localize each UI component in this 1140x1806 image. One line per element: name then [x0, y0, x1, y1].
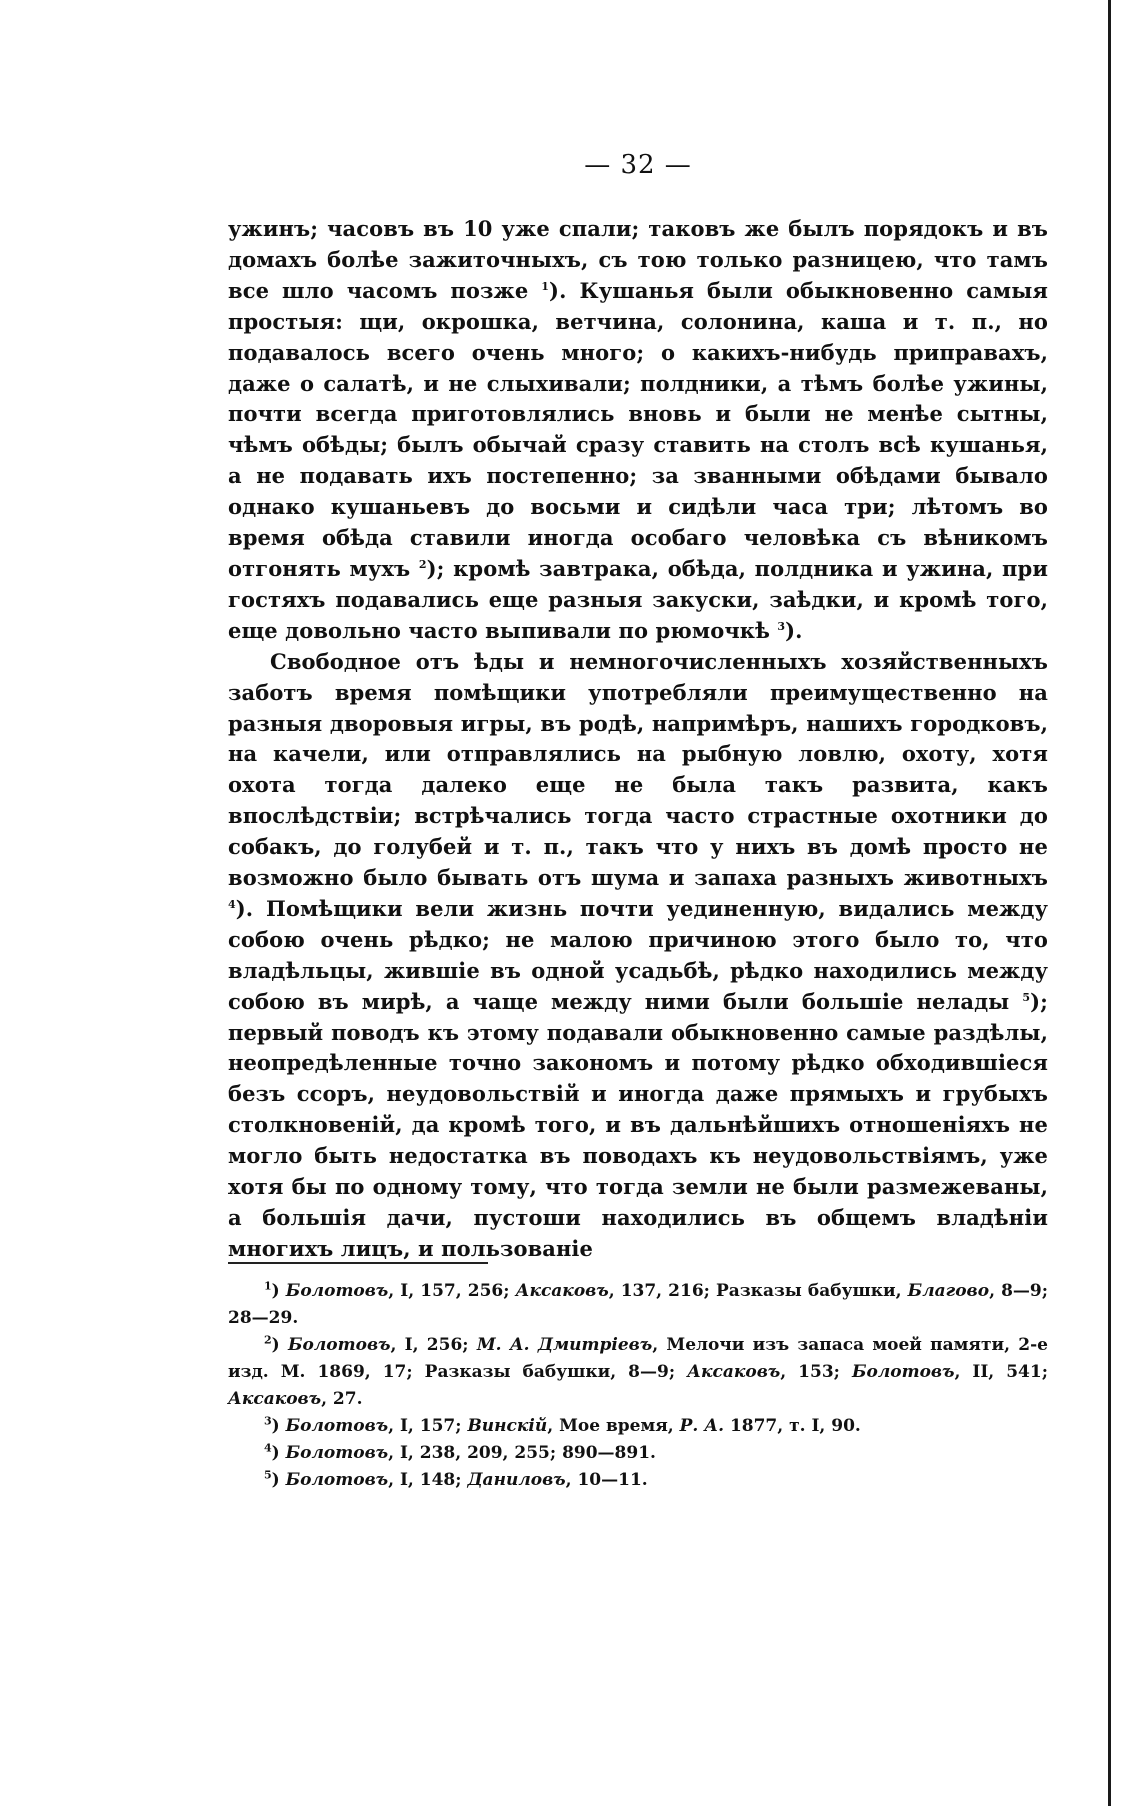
paragraph: [228, 647, 1048, 1265]
text-run: Свободное отъ ѣды и немногочисленныхъ хозяйственныхъ заботъ время помѣщики употребляли преимущественно на разныя дворовыя игры, въ родѣ, напримѣръ, нашихъ городковъ, на качели, или отправлялись на рыбную ловлю, охоту, хотя охота тогда далеко еще не была такъ развита, какъ впослѣдствіи; встрѣчались тогда часто страстные охотники до собакъ, до голубей и т. п., такъ что у нихъ въ домѣ просто не возможно было бывать отъ шума и запаха разныхъ животныхъ: [228, 648, 1048, 891]
text-run: ). Кушанья были обыкновенно самыя простыя: щи, окрошка, ветчина, солонина, каша и т. п., но подавалось всего очень много; о какихъ-нибудь приправахъ, даже о салатѣ, и не слыхивали; полдники, а тѣмъ болѣе ужины, почти всегда приготовлялись вновь и были не менѣе сытны, чѣмъ обѣды; былъ обычай сразу ставить на столъ всѣ кушанья, а не подавать ихъ постепенно; за званными обѣдами бывало однако кушаньевъ до восьми и сидѣли часа три; лѣтомъ во время обѣда ставили иногда особаго человѣка съ вѣникомъ отгонять мухъ: [228, 277, 1048, 581]
source-title: Болотовъ: [285, 1416, 389, 1436]
text-run: ): [271, 1281, 286, 1301]
footnote: [228, 1467, 1048, 1494]
source-title: М. А. Дмитріевъ: [476, 1335, 653, 1355]
footnote: [228, 1332, 1048, 1413]
text-run: ): [271, 1335, 288, 1355]
text-run: , II, 541;: [954, 1362, 1048, 1382]
source-title: Болотовъ: [287, 1335, 391, 1355]
source-title: Аксаковъ: [515, 1281, 609, 1301]
text-run: ужинъ; часовъ въ 10 уже спали; таковъ же былъ порядокъ и въ домахъ болѣе зажиточныхъ, съ тою только разницею, что тамъ все шло часомъ позже: [228, 216, 1048, 303]
text-run: , Мелочи изъ запаса моей памяти, 2-е изд. М. 1869, 17; Разказы бабушки, 8—9;: [228, 1335, 1048, 1382]
footnote: [228, 1440, 1048, 1467]
source-title: Аксаковъ: [228, 1389, 322, 1409]
footnote-marker: 4: [228, 897, 236, 911]
text-run: , 27.: [321, 1389, 363, 1409]
footnote: [228, 1413, 1048, 1440]
footnote-divider: [228, 1262, 488, 1264]
text-run: , I, 157;: [388, 1416, 468, 1436]
text-run: , 8—9; 28—29.: [228, 1281, 1048, 1328]
text-run: , I, 157, 256;: [388, 1281, 516, 1301]
source-title: Р. А.: [679, 1416, 725, 1436]
text-run: , 137, 216; Разказы бабушки,: [608, 1281, 908, 1301]
text-run: ). Помѣщики вели жизнь почти уединенную, видались между собою очень рѣдко; не малою причиною этого было то, что владѣльцы, жившіе въ одной усадьбѣ, рѣдко находились между собою въ мирѣ, а чаще между ними были большіе нелады: [228, 895, 1048, 1014]
footnote-marker: 1: [264, 1279, 272, 1293]
footnote-marker: 2: [418, 557, 427, 571]
footnote: [228, 1278, 1048, 1332]
body-text: [228, 214, 1048, 1265]
text-run: , I, 148;: [388, 1470, 468, 1490]
source-title: Болотовъ: [851, 1362, 955, 1382]
source-title: Болотовъ: [285, 1443, 389, 1463]
text-run: ): [271, 1443, 286, 1463]
footnote-marker: 1: [541, 279, 550, 293]
footnote-marker: 4: [264, 1441, 272, 1455]
text-run: ): [271, 1416, 286, 1436]
text-run: , Мое время,: [547, 1416, 680, 1436]
paragraph: [228, 214, 1048, 647]
footnote-marker: 2: [264, 1333, 272, 1347]
text-run: , I, 256;: [390, 1335, 477, 1355]
text-run: , I, 238, 209, 255; 890—891.: [388, 1443, 656, 1463]
text-run: ): [271, 1470, 286, 1490]
text-run: 1877, т. I, 90.: [724, 1416, 861, 1436]
footnote-marker: 5: [1022, 990, 1031, 1004]
source-title: Даниловъ: [467, 1470, 566, 1490]
source-title: Винскій: [467, 1416, 548, 1436]
footnotes: [228, 1278, 1048, 1494]
page-edge-line: [1108, 0, 1111, 1806]
footnote-marker: 3: [777, 619, 786, 633]
text-run: ); кромѣ завтрака, обѣда, полдника и ужина, при гостяхъ подавались еще разныя закуски, заѣдки, и кромѣ того, еще довольно часто выпивали по рюмочкѣ: [228, 555, 1048, 643]
footnote-marker: 3: [264, 1414, 272, 1428]
footnote-marker: 5: [264, 1468, 272, 1482]
text-run: ); первый поводъ къ этому подавали обыкновенно самые раздѣлы, неопредѣленные точно закономъ и потому рѣдко обходившіеся безъ ссоръ, неудовольствій и иногда даже прямыхъ и грубыхъ столкновеній, да кромѣ того, и въ дальнѣйшихъ отношеніяхъ не могло быть недостатка въ поводахъ къ неудовольствіямъ, уже хотя бы по одному тому, что тогда земли не были размежеваны, а большія дачи, пустоши находились въ общемъ владѣніи многихъ лицъ, и пользованіе: [228, 988, 1048, 1261]
page-number: — 32 —: [584, 150, 692, 180]
source-title: Аксаковъ: [687, 1362, 781, 1382]
source-title: Благово: [907, 1281, 990, 1301]
text-run: , 153;: [780, 1362, 852, 1382]
text-run: ).: [785, 617, 803, 643]
text-run: , 10—11.: [565, 1470, 648, 1490]
source-title: Болотовъ: [285, 1470, 389, 1490]
source-title: Болотовъ: [285, 1281, 389, 1301]
